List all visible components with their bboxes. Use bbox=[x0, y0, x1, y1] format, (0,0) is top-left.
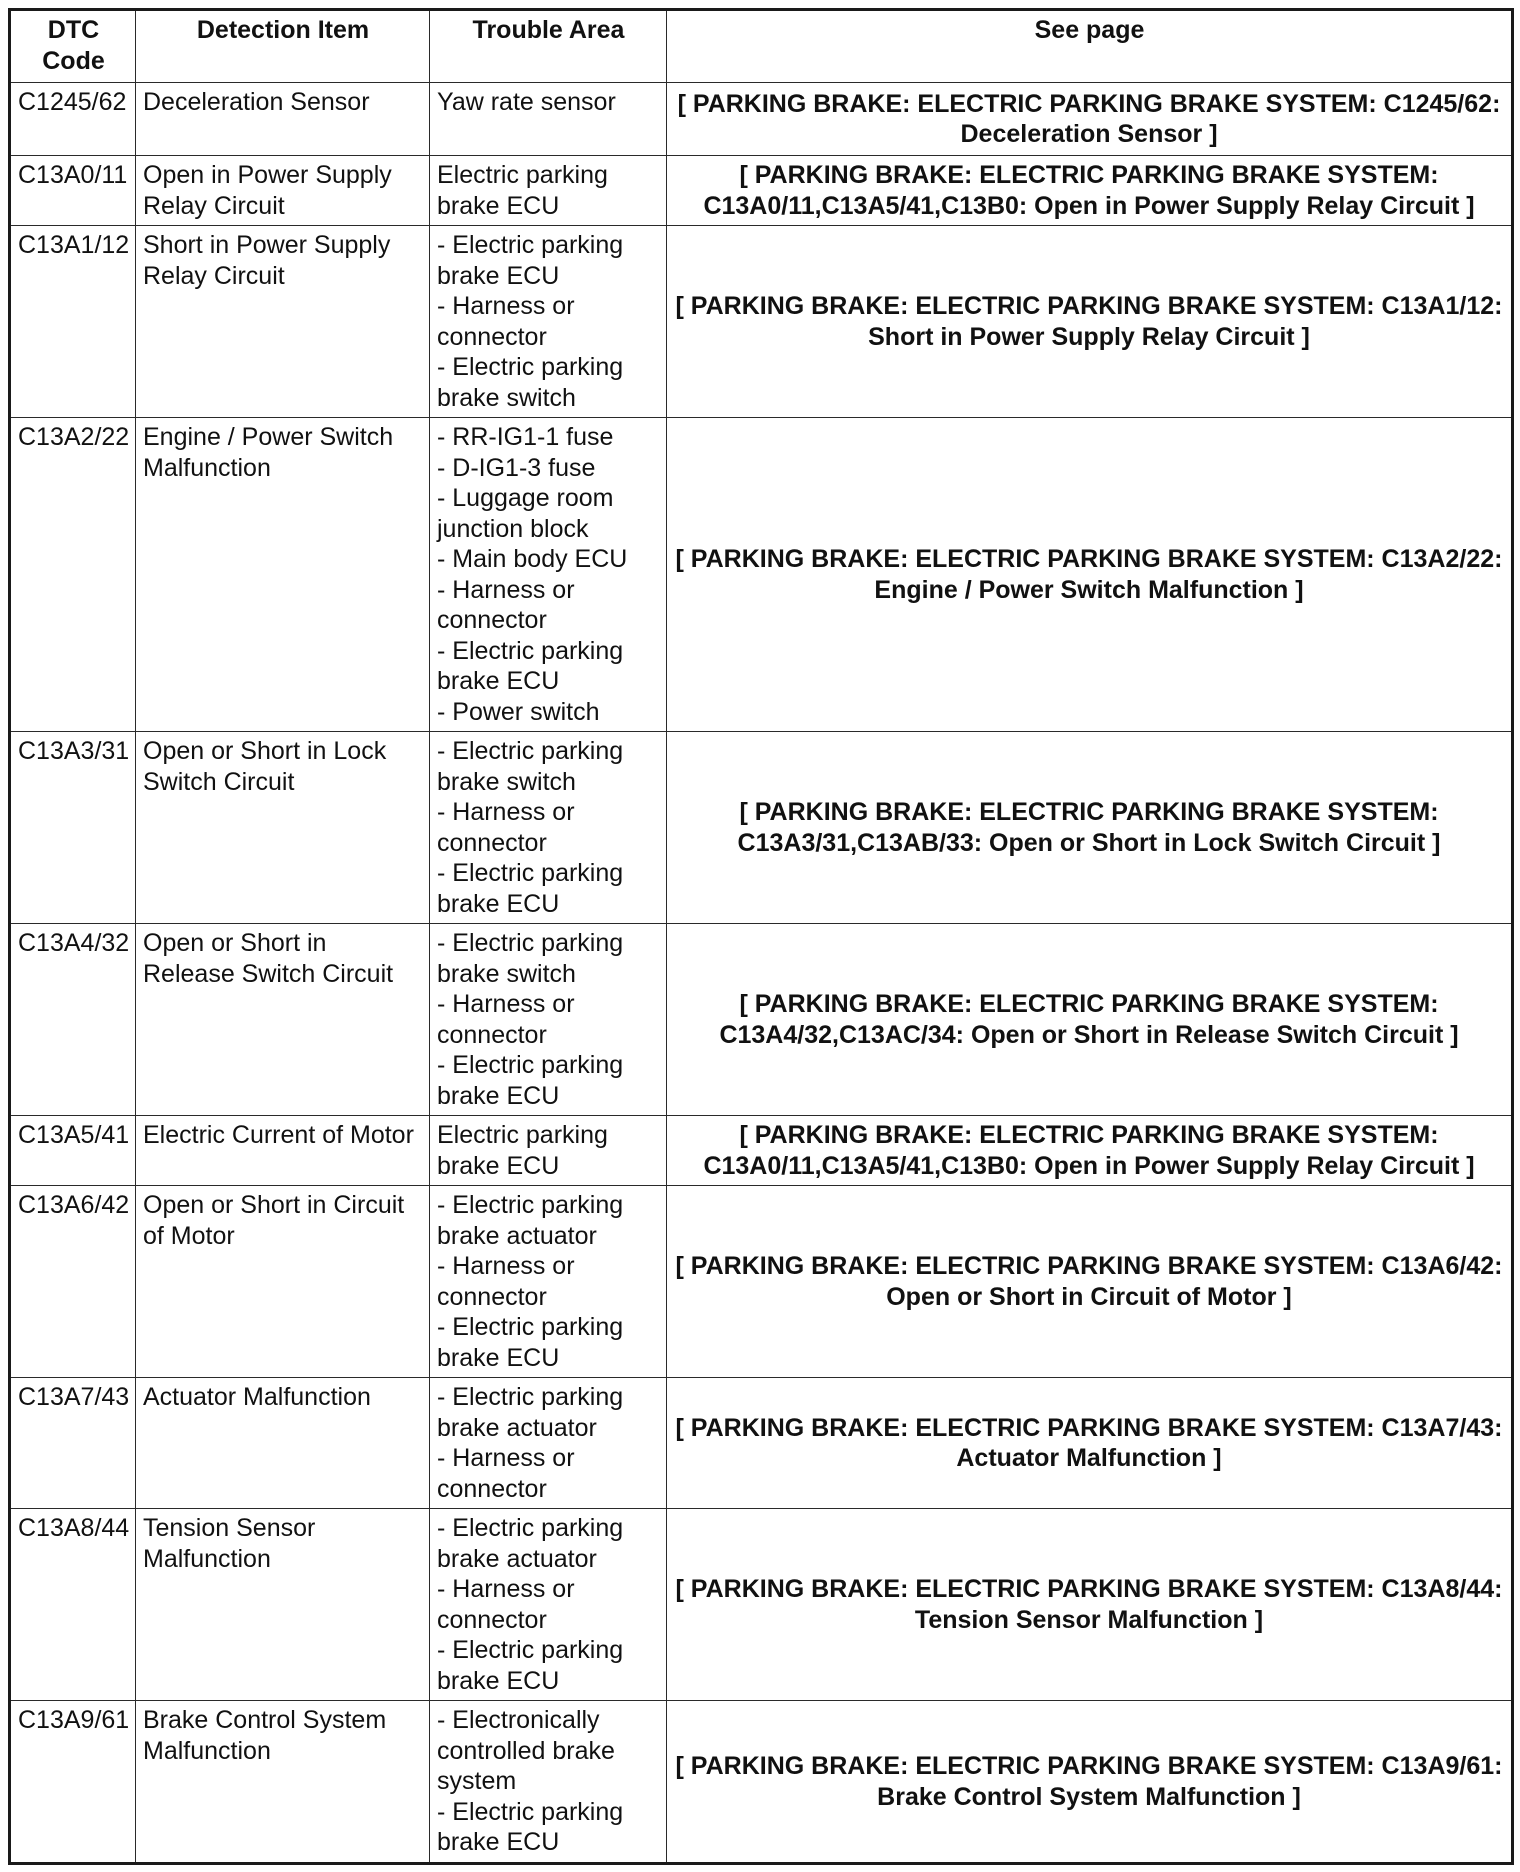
text-line: Actuator Malfunction ] bbox=[956, 1444, 1222, 1473]
trouble-area-cell bbox=[430, 1378, 667, 1509]
text-line: [ PARKING BRAKE: ELECTRIC PARKING BRAKE SYSTEM: bbox=[739, 1121, 1439, 1150]
text-line: [ PARKING BRAKE: ELECTRIC PARKING BRAKE SYSTEM: bbox=[739, 798, 1439, 827]
text-line: C13A4/32 bbox=[18, 929, 130, 958]
dtc-code-cell bbox=[10, 418, 136, 732]
trouble-area-line: junction block bbox=[437, 514, 589, 543]
text-line: [ PARKING BRAKE: ELECTRIC PARKING BRAKE SYSTEM: C13A7/43: bbox=[675, 1413, 1503, 1442]
text-line: C13A3/31 bbox=[18, 737, 130, 766]
text-line: C13A7/43 bbox=[18, 1383, 130, 1412]
table-row bbox=[10, 418, 1513, 732]
text-line: Engine / Power Switch Malfunction ] bbox=[874, 575, 1304, 604]
trouble-area-line: - Electric parking bbox=[437, 737, 624, 766]
table-row bbox=[10, 924, 1513, 1116]
text-line: Short in Power Supply bbox=[143, 231, 391, 260]
text-line: C13A0/11 bbox=[18, 161, 128, 190]
dtc-code-cell bbox=[10, 83, 136, 156]
see-page-link[interactable] bbox=[667, 1509, 1513, 1701]
see-page-link[interactable] bbox=[667, 732, 1513, 924]
trouble-area-line: - Electric parking bbox=[437, 929, 624, 958]
trouble-area-line: connector bbox=[437, 1282, 547, 1311]
text-line: C13A2/22 bbox=[18, 423, 130, 452]
trouble-area-line: - Electric parking bbox=[437, 353, 624, 382]
text-line: Open or Short in bbox=[143, 929, 327, 958]
trouble-area-line: brake switch bbox=[437, 767, 576, 796]
text-line: Detection Item bbox=[196, 16, 370, 44]
trouble-area-line: connector bbox=[437, 1605, 547, 1634]
trouble-area-line: - Electric parking bbox=[437, 1636, 624, 1665]
dtc-code-cell bbox=[10, 156, 136, 226]
see-page-link[interactable] bbox=[667, 156, 1513, 226]
text-line: C1245/62 bbox=[18, 88, 127, 116]
table-row bbox=[10, 732, 1513, 924]
table-row bbox=[10, 226, 1513, 418]
trouble-area-line: connector bbox=[437, 828, 547, 857]
dtc-code-cell bbox=[10, 1186, 136, 1378]
text-line: [ PARKING BRAKE: ELECTRIC PARKING BRAKE SYSTEM: bbox=[739, 161, 1439, 190]
detection-item-cell bbox=[136, 226, 430, 418]
table-row bbox=[10, 156, 1513, 226]
detection-item-cell bbox=[136, 418, 430, 732]
text-line: Deceleration Sensor ] bbox=[960, 120, 1218, 148]
trouble-area-line: - Harness or bbox=[437, 292, 575, 321]
text-line: C13A5/41 bbox=[18, 1121, 130, 1150]
table-row bbox=[10, 1509, 1513, 1701]
text-line: C13A4/32,C13AC/34: Open or Short in Release Switch Circuit ] bbox=[719, 1020, 1459, 1049]
trouble-area-cell bbox=[430, 1509, 667, 1701]
text-line: C13A6/42 bbox=[18, 1191, 130, 1220]
dtc-code-cell bbox=[10, 1701, 136, 1864]
dtc-code-cell bbox=[10, 732, 136, 924]
text-line: Code bbox=[42, 46, 105, 75]
text-line: C13A9/61 bbox=[18, 1706, 130, 1735]
trouble-area-cell bbox=[430, 1116, 667, 1186]
trouble-area-line: - Electric parking bbox=[437, 859, 624, 888]
trouble-area-line: brake actuator bbox=[437, 1544, 597, 1573]
see-page-link[interactable] bbox=[667, 1378, 1513, 1509]
text-line: Short in Power Supply Relay Circuit ] bbox=[868, 322, 1310, 351]
header-see-page bbox=[667, 10, 1513, 83]
trouble-area-line: - Electric parking bbox=[437, 636, 624, 665]
see-page-link[interactable] bbox=[667, 924, 1513, 1116]
trouble-area-line: brake ECU bbox=[437, 889, 560, 918]
trouble-area-cell bbox=[430, 1701, 667, 1864]
detection-item-cell bbox=[136, 83, 430, 156]
header-dtc-code bbox=[10, 10, 136, 83]
trouble-area-line: Electric parking bbox=[437, 161, 608, 190]
text-line: Deceleration Sensor bbox=[143, 88, 370, 116]
dtc-code-cell bbox=[10, 924, 136, 1116]
trouble-area-cell bbox=[430, 1186, 667, 1378]
trouble-area-line: - Luggage room bbox=[437, 484, 614, 513]
trouble-area-line: brake actuator bbox=[437, 1413, 597, 1442]
table-header-row bbox=[10, 10, 1513, 83]
trouble-area-line: system bbox=[437, 1767, 517, 1796]
trouble-area-cell bbox=[430, 83, 667, 156]
trouble-area-line: brake ECU bbox=[437, 1828, 560, 1857]
text-line: [ PARKING BRAKE: ELECTRIC PARKING BRAKE SYSTEM: C13A1/12: bbox=[675, 292, 1503, 321]
text-line: C13A0/11,C13A5/41,C13B0: Open in Power Supply Relay Circuit ] bbox=[703, 1151, 1475, 1180]
trouble-area-cell bbox=[430, 924, 667, 1116]
header-trouble-area bbox=[430, 10, 667, 83]
text-line: C13A3/31,C13AB/33: Open or Short in Lock Switch Circuit ] bbox=[737, 828, 1441, 857]
dtc-code-cell bbox=[10, 226, 136, 418]
detection-item-cell bbox=[136, 1378, 430, 1509]
trouble-area-line: Electric parking bbox=[437, 1121, 608, 1150]
table-row bbox=[10, 83, 1513, 156]
text-line: Tension Sensor Malfunction ] bbox=[914, 1605, 1264, 1634]
text-line: Release Switch Circuit bbox=[143, 959, 394, 988]
trouble-area-line: controlled brake bbox=[437, 1736, 615, 1765]
trouble-area-line: - Harness or bbox=[437, 798, 575, 827]
text-line: Open or Short in Lock bbox=[143, 737, 387, 766]
trouble-area-line: - Electric parking bbox=[437, 231, 624, 260]
trouble-area-line: connector bbox=[437, 606, 547, 635]
text-line: Relay Circuit bbox=[143, 261, 285, 290]
text-line: C13A8/44 bbox=[18, 1514, 130, 1543]
text-line: Relay Circuit bbox=[143, 191, 285, 220]
detection-item-cell bbox=[136, 156, 430, 226]
see-page-link[interactable] bbox=[667, 418, 1513, 732]
detection-item-cell bbox=[136, 924, 430, 1116]
text-line: C13A1/12 bbox=[18, 231, 130, 260]
text-line: Open or Short in Circuit of Motor ] bbox=[886, 1282, 1292, 1311]
text-line: Malfunction bbox=[143, 1544, 271, 1573]
text-line: [ PARKING BRAKE: ELECTRIC PARKING BRAKE SYSTEM: C1245/62: bbox=[677, 89, 1501, 118]
trouble-area-line: - Main body ECU bbox=[437, 545, 628, 574]
trouble-area-line: brake ECU bbox=[437, 261, 560, 290]
trouble-area-cell bbox=[430, 156, 667, 226]
trouble-area-line: connector bbox=[437, 1020, 547, 1049]
text-line: Brake Control System bbox=[143, 1706, 387, 1735]
trouble-area-line: brake ECU bbox=[437, 1666, 560, 1695]
text-line: Malfunction bbox=[143, 1736, 271, 1765]
see-page-link[interactable] bbox=[667, 1186, 1513, 1378]
text-line: [ PARKING BRAKE: ELECTRIC PARKING BRAKE SYSTEM: C13A8/44: bbox=[675, 1575, 1503, 1604]
trouble-area-line: - Harness or bbox=[437, 1252, 575, 1281]
table-row bbox=[10, 1186, 1513, 1378]
trouble-area-line: - Electric parking bbox=[437, 1313, 624, 1342]
see-page-link[interactable] bbox=[667, 226, 1513, 418]
trouble-area-line: - Electronically bbox=[437, 1706, 600, 1735]
text-line: Malfunction bbox=[143, 453, 271, 482]
trouble-area-line: - RR-IG1-1 fuse bbox=[437, 423, 614, 452]
table-row bbox=[10, 1116, 1513, 1186]
see-page-link[interactable] bbox=[667, 1116, 1513, 1186]
text-line: Tension Sensor bbox=[143, 1514, 316, 1543]
trouble-area-line: - Electric parking bbox=[437, 1514, 624, 1543]
trouble-area-line: Yaw rate sensor bbox=[437, 88, 616, 116]
dtc-code-cell bbox=[10, 1509, 136, 1701]
detection-item-cell bbox=[136, 1186, 430, 1378]
see-page-link[interactable] bbox=[667, 83, 1513, 156]
trouble-area-line: - Electric parking bbox=[437, 1383, 624, 1412]
table-row bbox=[10, 1378, 1513, 1509]
dtc-code-cell bbox=[10, 1378, 136, 1509]
trouble-area-line: - Harness or bbox=[437, 1575, 575, 1604]
trouble-area-line: brake ECU bbox=[437, 667, 560, 696]
text-line: DTC bbox=[47, 16, 100, 44]
trouble-area-line: - Harness or bbox=[437, 1444, 575, 1473]
text-line: Trouble Area bbox=[472, 16, 625, 44]
trouble-area-line: - D-IG1-3 fuse bbox=[437, 453, 596, 482]
trouble-area-line: brake ECU bbox=[437, 191, 560, 220]
text-line: See page bbox=[1034, 16, 1145, 44]
text-line: Switch Circuit bbox=[143, 767, 295, 796]
trouble-area-line: - Electric parking bbox=[437, 1191, 624, 1220]
text-line: C13A0/11,C13A5/41,C13B0: Open in Power Supply Relay Circuit ] bbox=[703, 191, 1475, 220]
trouble-area-line: - Harness or bbox=[437, 575, 575, 604]
text-line: [ PARKING BRAKE: ELECTRIC PARKING BRAKE SYSTEM: C13A9/61: bbox=[675, 1752, 1503, 1781]
text-line: Open in Power Supply bbox=[143, 161, 392, 190]
table-row bbox=[10, 1701, 1513, 1864]
text-line: Open or Short in Circuit bbox=[143, 1191, 405, 1220]
trouble-area-line: brake ECU bbox=[437, 1151, 560, 1180]
dtc-code-cell bbox=[10, 1116, 136, 1186]
text-line: [ PARKING BRAKE: ELECTRIC PARKING BRAKE SYSTEM: bbox=[739, 990, 1439, 1019]
text-line: Engine / Power Switch bbox=[143, 423, 394, 452]
trouble-area-line: brake switch bbox=[437, 383, 576, 412]
trouble-area-cell bbox=[430, 732, 667, 924]
trouble-area-line: brake ECU bbox=[437, 1081, 560, 1110]
header-detection-item bbox=[136, 10, 430, 83]
trouble-area-cell bbox=[430, 226, 667, 418]
trouble-area-line: brake actuator bbox=[437, 1221, 597, 1250]
trouble-area-line: - Harness or bbox=[437, 990, 575, 1019]
detection-item-cell bbox=[136, 732, 430, 924]
dtc-table bbox=[8, 8, 1514, 1865]
trouble-area-line: - Electric parking bbox=[437, 1051, 624, 1080]
trouble-area-cell bbox=[430, 418, 667, 732]
text-line: [ PARKING BRAKE: ELECTRIC PARKING BRAKE SYSTEM: C13A2/22: bbox=[675, 545, 1503, 574]
see-page-link[interactable] bbox=[667, 1701, 1513, 1864]
trouble-area-line: brake switch bbox=[437, 959, 576, 988]
trouble-area-line: - Power switch bbox=[437, 697, 600, 726]
text-line: Actuator Malfunction bbox=[143, 1383, 371, 1412]
text-line: Electric Current of Motor bbox=[143, 1121, 414, 1150]
text-line: of Motor bbox=[143, 1221, 235, 1250]
text-line: [ PARKING BRAKE: ELECTRIC PARKING BRAKE SYSTEM: C13A6/42: bbox=[675, 1252, 1503, 1281]
detection-item-cell bbox=[136, 1509, 430, 1701]
trouble-area-line: connector bbox=[437, 322, 547, 351]
text-line: Brake Control System Malfunction ] bbox=[877, 1782, 1301, 1811]
detection-item-cell bbox=[136, 1116, 430, 1186]
trouble-area-line: - Electric parking bbox=[437, 1797, 624, 1826]
detection-item-cell bbox=[136, 1701, 430, 1864]
trouble-area-line: connector bbox=[437, 1474, 547, 1503]
trouble-area-line: brake ECU bbox=[437, 1343, 560, 1372]
